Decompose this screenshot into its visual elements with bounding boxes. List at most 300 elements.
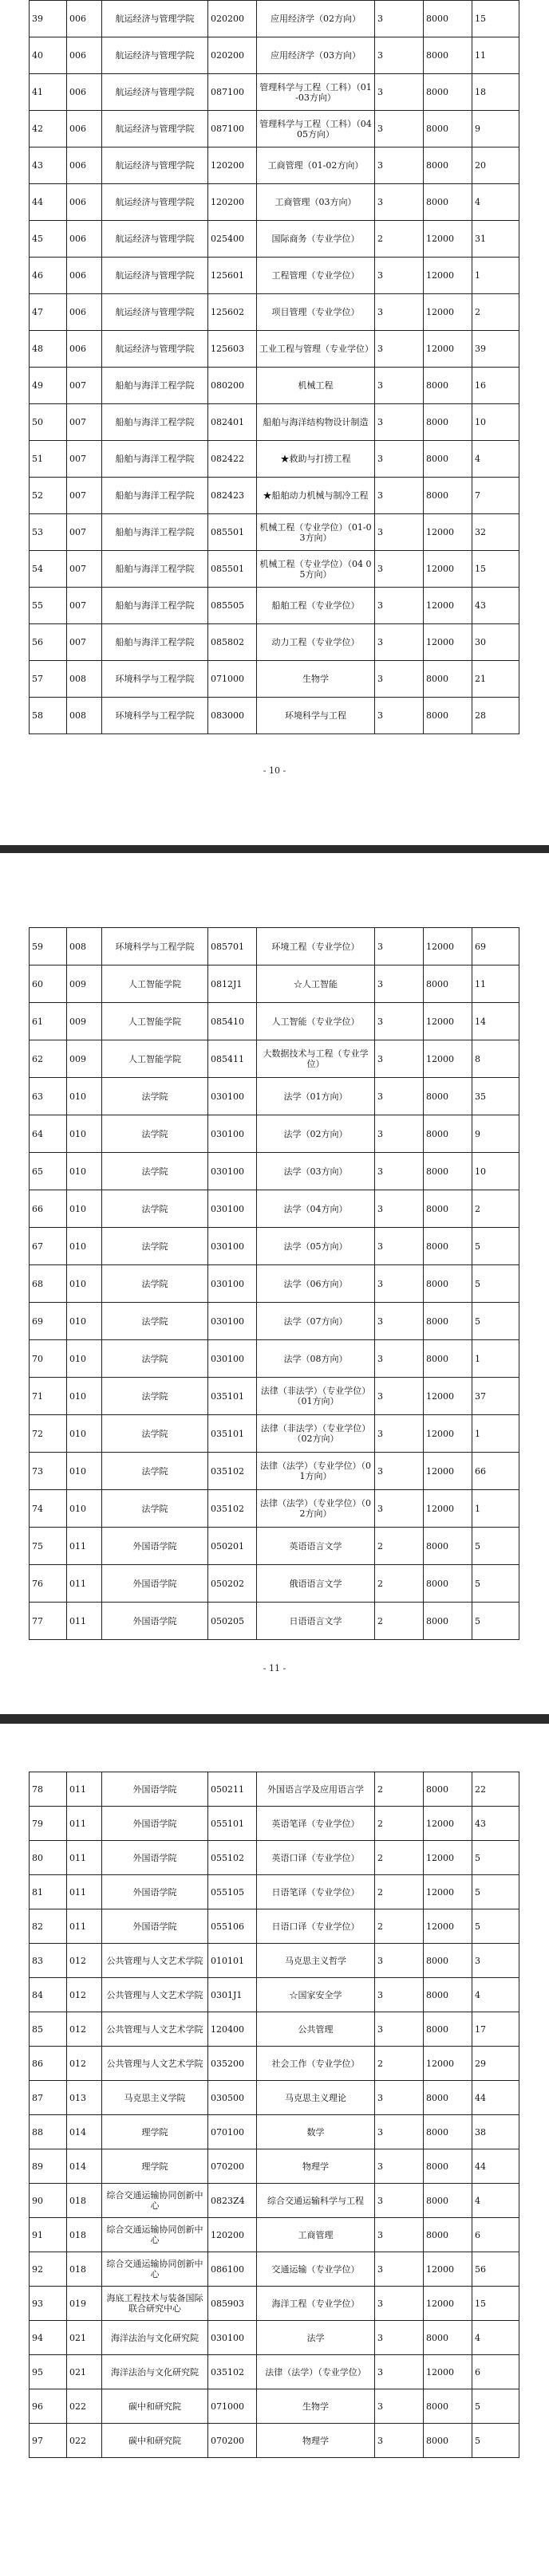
table-row — [30, 221, 519, 258]
cell-department: 人工智能学院 — [102, 1003, 208, 1040]
cell-department: 法学院 — [102, 1190, 208, 1228]
table-row — [30, 1115, 519, 1153]
cell-major: 英语口译（专业学位） — [257, 1841, 375, 1875]
table-row — [30, 588, 519, 624]
cell-tuition: 12000 — [424, 624, 472, 661]
cell-dept-code: 022 — [67, 2389, 102, 2424]
cell-major: ☆国家安全学 — [257, 1978, 375, 2012]
cell-dept-code: 018 — [67, 2218, 102, 2252]
cell-years: 3 — [375, 1040, 424, 1078]
cell-years: 3 — [375, 2115, 424, 2149]
table-row — [30, 2115, 519, 2149]
cell-major-code: 035101 — [208, 1378, 257, 1415]
cell-tuition: 12000 — [424, 2355, 472, 2389]
cell-row-number: 45 — [30, 221, 67, 258]
cell-years: 3 — [375, 1265, 424, 1303]
cell-major-code: 087100 — [208, 74, 257, 111]
table-row — [30, 1040, 519, 1078]
cell-major-code: 0823Z4 — [208, 2184, 257, 2218]
cell-major: 项目管理（专业学位） — [257, 294, 375, 331]
cell-department: 航运经济与管理学院 — [102, 1, 208, 37]
cell-years: 3 — [375, 1944, 424, 1978]
cell-dept-code: 006 — [67, 147, 102, 184]
table-row — [30, 698, 519, 734]
cell-quota: 43 — [472, 588, 519, 624]
cell-years: 3 — [375, 1340, 424, 1378]
cell-row-number: 44 — [30, 184, 67, 221]
cell-department: 外国语学院 — [102, 1565, 208, 1603]
cell-major: 机械工程（专业学位）（01-03方向） — [257, 514, 375, 551]
cell-row-number: 91 — [30, 2218, 67, 2252]
cell-department: 公共管理与人文艺术学院 — [102, 2047, 208, 2081]
cell-department: 外国语学院 — [102, 1807, 208, 1841]
table-row — [30, 1265, 519, 1303]
table-row — [30, 1153, 519, 1190]
cell-major: 人工智能（专业学位） — [257, 1003, 375, 1040]
cell-years: 2 — [375, 1841, 424, 1875]
cell-quota: 10 — [472, 404, 519, 441]
cell-quota: 5 — [472, 1303, 519, 1340]
cell-tuition: 8000 — [424, 184, 472, 221]
cell-major: 海洋工程（专业学位） — [257, 2287, 375, 2321]
cell-major: 法律（法学）（专业学位）（01方向） — [257, 1453, 375, 1490]
enrollment-table — [29, 1772, 519, 2458]
cell-years: 3 — [375, 184, 424, 221]
table-row — [30, 294, 519, 331]
cell-major: 法律（法学）（专业学位） — [257, 2355, 375, 2389]
cell-major: 环境科学与工程 — [257, 698, 375, 734]
cell-dept-code: 006 — [67, 111, 102, 147]
cell-major-code: 085501 — [208, 514, 257, 551]
cell-tuition: 8000 — [424, 1944, 472, 1978]
cell-row-number: 63 — [30, 1078, 67, 1115]
cell-quota: 4 — [472, 441, 519, 478]
cell-years: 3 — [375, 1378, 424, 1415]
cell-tuition: 12000 — [424, 1841, 472, 1875]
cell-dept-code: 006 — [67, 258, 102, 294]
table-row — [30, 1944, 519, 1978]
cell-dept-code: 022 — [67, 2424, 102, 2458]
cell-quota: 2 — [472, 1190, 519, 1228]
cell-major-code: 020200 — [208, 1, 257, 37]
cell-major-code: 085410 — [208, 1003, 257, 1040]
cell-major-code: 070200 — [208, 2149, 257, 2184]
cell-years: 3 — [375, 2149, 424, 2184]
cell-row-number: 46 — [30, 258, 67, 294]
cell-major-code: 050205 — [208, 1603, 257, 1640]
cell-department: 法学院 — [102, 1415, 208, 1453]
cell-quota: 15 — [472, 551, 519, 588]
cell-dept-code: 012 — [67, 1978, 102, 2012]
cell-major: 法学（02方向） — [257, 1115, 375, 1153]
cell-row-number: 52 — [30, 478, 67, 514]
cell-row-number: 42 — [30, 111, 67, 147]
cell-major-code: 071000 — [208, 2389, 257, 2424]
cell-dept-code: 010 — [67, 1490, 102, 1528]
cell-tuition: 8000 — [424, 37, 472, 74]
cell-dept-code: 010 — [67, 1265, 102, 1303]
cell-years: 3 — [375, 2321, 424, 2355]
cell-tuition: 8000 — [424, 966, 472, 1003]
cell-major: 法学（01方向） — [257, 1078, 375, 1115]
cell-quota: 3 — [472, 1944, 519, 1978]
cell-tuition: 8000 — [424, 478, 472, 514]
cell-dept-code: 009 — [67, 966, 102, 1003]
cell-dept-code: 007 — [67, 368, 102, 404]
cell-row-number: 54 — [30, 551, 67, 588]
table-row — [30, 2149, 519, 2184]
cell-years: 3 — [375, 1415, 424, 1453]
cell-dept-code: 012 — [67, 1944, 102, 1978]
cell-department: 法学院 — [102, 1265, 208, 1303]
cell-tuition: 8000 — [424, 368, 472, 404]
cell-major-code: 030100 — [208, 1265, 257, 1303]
cell-department: 航运经济与管理学院 — [102, 147, 208, 184]
cell-row-number: 50 — [30, 404, 67, 441]
cell-major-code: 080200 — [208, 368, 257, 404]
cell-tuition: 8000 — [424, 1265, 472, 1303]
cell-quota: 44 — [472, 2149, 519, 2184]
cell-dept-code: 010 — [67, 1078, 102, 1115]
cell-years: 3 — [375, 2424, 424, 2458]
cell-quota: 6 — [472, 2218, 519, 2252]
table-row — [30, 2012, 519, 2047]
cell-major-code: 055105 — [208, 1875, 257, 1909]
cell-years: 3 — [375, 478, 424, 514]
cell-major: 物理学 — [257, 2424, 375, 2458]
cell-tuition: 8000 — [424, 2115, 472, 2149]
cell-years: 3 — [375, 1078, 424, 1115]
cell-department: 法学院 — [102, 1303, 208, 1340]
cell-department: 公共管理与人文艺术学院 — [102, 1944, 208, 1978]
page-number: - 11 - — [263, 1663, 286, 1673]
cell-row-number: 49 — [30, 368, 67, 404]
cell-dept-code: 021 — [67, 2321, 102, 2355]
cell-dept-code: 006 — [67, 221, 102, 258]
cell-major-code: 082422 — [208, 441, 257, 478]
cell-quota: 10 — [472, 1153, 519, 1190]
cell-tuition: 8000 — [424, 441, 472, 478]
cell-major: 动力工程（专业学位） — [257, 624, 375, 661]
cell-quota: 9 — [472, 111, 519, 147]
cell-department: 法学院 — [102, 1490, 208, 1528]
cell-department: 船舶与海洋工程学院 — [102, 478, 208, 514]
cell-major-code: 035101 — [208, 1415, 257, 1453]
cell-tuition: 8000 — [424, 1115, 472, 1153]
cell-dept-code: 007 — [67, 478, 102, 514]
document-page — [0, 1724, 549, 2576]
cell-dept-code: 019 — [67, 2287, 102, 2321]
table-row — [30, 1340, 519, 1378]
table-row — [30, 74, 519, 111]
cell-major: 法学 — [257, 2321, 375, 2355]
table-row — [30, 1415, 519, 1453]
cell-tuition: 12000 — [424, 1807, 472, 1841]
cell-years: 3 — [375, 37, 424, 74]
cell-major-code: 055102 — [208, 1841, 257, 1875]
cell-major-code: 055106 — [208, 1909, 257, 1944]
page-number: - 10 - — [263, 765, 286, 776]
table-row — [30, 1565, 519, 1603]
cell-major-code: 071000 — [208, 661, 257, 698]
cell-major-code: 085411 — [208, 1040, 257, 1078]
cell-dept-code: 008 — [67, 928, 102, 966]
table-row — [30, 2218, 519, 2252]
cell-row-number: 75 — [30, 1528, 67, 1565]
cell-row-number: 57 — [30, 661, 67, 698]
cell-tuition: 12000 — [424, 1909, 472, 1944]
cell-major-code: 125602 — [208, 294, 257, 331]
cell-major-code: 030100 — [208, 1340, 257, 1378]
cell-major: 英语语言文学 — [257, 1528, 375, 1565]
cell-quota: 15 — [472, 1, 519, 37]
cell-dept-code: 010 — [67, 1115, 102, 1153]
cell-department: 法学院 — [102, 1378, 208, 1415]
table-row — [30, 1909, 519, 1944]
cell-major: 工业工程与管理（专业学位） — [257, 331, 375, 368]
cell-department: 理学院 — [102, 2115, 208, 2149]
cell-quota: 1 — [472, 1415, 519, 1453]
cell-row-number: 79 — [30, 1807, 67, 1841]
table-row — [30, 331, 519, 368]
cell-major-code: 120200 — [208, 147, 257, 184]
cell-dept-code: 018 — [67, 2252, 102, 2287]
cell-quota: 9 — [472, 1115, 519, 1153]
cell-department: 海底工程技术与装备国际联合研究中心 — [102, 2287, 208, 2321]
cell-major: 管理科学与工程（工科）（01-03方向） — [257, 74, 375, 111]
cell-quota: 11 — [472, 966, 519, 1003]
cell-major: 应用经济学（02方向） — [257, 1, 375, 37]
cell-department: 环境科学与工程学院 — [102, 928, 208, 966]
table-row — [30, 1, 519, 37]
cell-major-code: 125601 — [208, 258, 257, 294]
cell-quota: 18 — [472, 74, 519, 111]
cell-department: 船舶与海洋工程学院 — [102, 441, 208, 478]
cell-department: 法学院 — [102, 1078, 208, 1115]
cell-row-number: 95 — [30, 2355, 67, 2389]
cell-major-code: 030100 — [208, 2321, 257, 2355]
cell-department: 公共管理与人文艺术学院 — [102, 1978, 208, 2012]
cell-major: 法律（非法学）（专业学位）（01方向） — [257, 1378, 375, 1415]
cell-tuition: 8000 — [424, 74, 472, 111]
cell-major: 工商管理（01-02方向） — [257, 147, 375, 184]
cell-tuition: 8000 — [424, 2321, 472, 2355]
cell-department: 法学院 — [102, 1153, 208, 1190]
page-separator — [0, 845, 549, 853]
cell-years: 3 — [375, 2287, 424, 2321]
cell-years: 3 — [375, 1490, 424, 1528]
cell-years: 3 — [375, 258, 424, 294]
cell-quota: 7 — [472, 478, 519, 514]
cell-quota: 20 — [472, 147, 519, 184]
cell-major: 物理学 — [257, 2149, 375, 2184]
cell-quota: 1 — [472, 258, 519, 294]
cell-major: 公共管理 — [257, 2012, 375, 2047]
cell-dept-code: 007 — [67, 404, 102, 441]
cell-major-code: 085505 — [208, 588, 257, 624]
cell-department: 环境科学与工程学院 — [102, 661, 208, 698]
cell-major-code: 0301J1 — [208, 1978, 257, 2012]
cell-years: 3 — [375, 1453, 424, 1490]
cell-tuition: 12000 — [424, 1875, 472, 1909]
cell-dept-code: 010 — [67, 1228, 102, 1265]
cell-major: 马克思主义理论 — [257, 2081, 375, 2115]
cell-quota: 5 — [472, 1228, 519, 1265]
cell-dept-code: 012 — [67, 2047, 102, 2081]
cell-major-code: 050211 — [208, 1772, 257, 1807]
cell-department: 船舶与海洋工程学院 — [102, 551, 208, 588]
cell-major-code: 085701 — [208, 928, 257, 966]
cell-dept-code: 010 — [67, 1340, 102, 1378]
cell-row-number: 92 — [30, 2252, 67, 2287]
table-row — [30, 2081, 519, 2115]
table-row — [30, 624, 519, 661]
cell-major-code: 035102 — [208, 2355, 257, 2389]
cell-tuition: 8000 — [424, 661, 472, 698]
table-row — [30, 1603, 519, 1640]
cell-dept-code: 007 — [67, 624, 102, 661]
cell-tuition: 8000 — [424, 404, 472, 441]
cell-tuition: 12000 — [424, 1003, 472, 1040]
cell-major: 船舶工程（专业学位） — [257, 588, 375, 624]
cell-major-code: 120200 — [208, 2218, 257, 2252]
cell-years: 3 — [375, 2081, 424, 2115]
cell-major: 法学（03方向） — [257, 1153, 375, 1190]
cell-major: 法律（法学）（专业学位）（02方向） — [257, 1490, 375, 1528]
cell-dept-code: 014 — [67, 2149, 102, 2184]
cell-quota: 21 — [472, 661, 519, 698]
cell-department: 海洋法治与文化研究院 — [102, 2321, 208, 2355]
cell-major-code: 030100 — [208, 1153, 257, 1190]
cell-department: 外国语学院 — [102, 1875, 208, 1909]
cell-tuition: 8000 — [424, 1190, 472, 1228]
cell-row-number: 83 — [30, 1944, 67, 1978]
cell-row-number: 87 — [30, 2081, 67, 2115]
cell-years: 3 — [375, 514, 424, 551]
table-row — [30, 1841, 519, 1875]
cell-years: 3 — [375, 331, 424, 368]
cell-dept-code: 013 — [67, 2081, 102, 2115]
cell-row-number: 74 — [30, 1490, 67, 1528]
cell-department: 综合交通运输协同创新中心 — [102, 2218, 208, 2252]
cell-tuition: 12000 — [424, 1378, 472, 1415]
cell-major-code: 035102 — [208, 1490, 257, 1528]
cell-tuition: 8000 — [424, 2389, 472, 2424]
cell-quota: 56 — [472, 2252, 519, 2287]
table-row — [30, 1490, 519, 1528]
cell-department: 航运经济与管理学院 — [102, 74, 208, 111]
cell-major-code: 035102 — [208, 1453, 257, 1490]
cell-years: 3 — [375, 2184, 424, 2218]
cell-tuition: 12000 — [424, 588, 472, 624]
cell-major-code: 025400 — [208, 221, 257, 258]
cell-quota: 5 — [472, 1875, 519, 1909]
table-row — [30, 928, 519, 966]
cell-quota: 30 — [472, 624, 519, 661]
cell-dept-code: 008 — [67, 661, 102, 698]
table-row — [30, 1003, 519, 1040]
cell-years: 3 — [375, 2218, 424, 2252]
cell-major: 法学（04方向） — [257, 1190, 375, 1228]
cell-dept-code: 010 — [67, 1190, 102, 1228]
cell-tuition: 8000 — [424, 2081, 472, 2115]
cell-quota: 2 — [472, 294, 519, 331]
cell-row-number: 85 — [30, 2012, 67, 2047]
cell-tuition: 12000 — [424, 1040, 472, 1078]
cell-years: 3 — [375, 74, 424, 111]
cell-years: 3 — [375, 2355, 424, 2389]
cell-dept-code: 014 — [67, 2115, 102, 2149]
cell-quota: 5 — [472, 1265, 519, 1303]
cell-years: 2 — [375, 1909, 424, 1944]
cell-department: 法学院 — [102, 1115, 208, 1153]
cell-major: 国际商务（专业学位） — [257, 221, 375, 258]
cell-row-number: 39 — [30, 1, 67, 37]
cell-department: 碳中和研究院 — [102, 2424, 208, 2458]
cell-tuition: 12000 — [424, 1415, 472, 1453]
cell-department: 法学院 — [102, 1453, 208, 1490]
cell-years: 3 — [375, 1978, 424, 2012]
cell-major: 法学（05方向） — [257, 1228, 375, 1265]
table-row — [30, 1978, 519, 2012]
cell-major: 交通运输（专业学位） — [257, 2252, 375, 2287]
cell-row-number: 51 — [30, 441, 67, 478]
cell-years: 3 — [375, 1153, 424, 1190]
cell-department: 船舶与海洋工程学院 — [102, 404, 208, 441]
cell-tuition: 12000 — [424, 1453, 472, 1490]
cell-department: 综合交通运输协同创新中心 — [102, 2184, 208, 2218]
cell-major: 外国语言学及应用语言学 — [257, 1772, 375, 1807]
cell-major-code: 030100 — [208, 1303, 257, 1340]
cell-years: 2 — [375, 1565, 424, 1603]
cell-department: 综合交通运输协同创新中心 — [102, 2252, 208, 2287]
cell-dept-code: 010 — [67, 1303, 102, 1340]
cell-quota: 14 — [472, 1003, 519, 1040]
cell-major: 英语笔译（专业学位） — [257, 1807, 375, 1841]
cell-row-number: 73 — [30, 1453, 67, 1490]
cell-years: 3 — [375, 1228, 424, 1265]
cell-department: 法学院 — [102, 1340, 208, 1378]
cell-dept-code: 007 — [67, 588, 102, 624]
cell-department: 航运经济与管理学院 — [102, 258, 208, 294]
cell-row-number: 60 — [30, 966, 67, 1003]
cell-dept-code: 006 — [67, 184, 102, 221]
cell-years: 3 — [375, 294, 424, 331]
cell-years: 3 — [375, 661, 424, 698]
cell-row-number: 53 — [30, 514, 67, 551]
cell-department: 法学院 — [102, 1228, 208, 1265]
table-row — [30, 2424, 519, 2458]
cell-dept-code: 008 — [67, 698, 102, 734]
cell-major-code: 030100 — [208, 1078, 257, 1115]
cell-major: 法学（07方向） — [257, 1303, 375, 1340]
cell-department: 船舶与海洋工程学院 — [102, 514, 208, 551]
cell-major: 数学 — [257, 2115, 375, 2149]
cell-department: 环境科学与工程学院 — [102, 698, 208, 734]
cell-tuition: 12000 — [424, 1490, 472, 1528]
cell-dept-code: 011 — [67, 1807, 102, 1841]
cell-major-code: 010101 — [208, 1944, 257, 1978]
cell-row-number: 65 — [30, 1153, 67, 1190]
cell-quota: 39 — [472, 331, 519, 368]
table-row — [30, 1378, 519, 1415]
cell-major-code: 082423 — [208, 478, 257, 514]
cell-tuition: 8000 — [424, 2149, 472, 2184]
cell-years: 3 — [375, 368, 424, 404]
cell-department: 外国语学院 — [102, 1841, 208, 1875]
table-row — [30, 368, 519, 404]
cell-tuition: 8000 — [424, 1228, 472, 1265]
